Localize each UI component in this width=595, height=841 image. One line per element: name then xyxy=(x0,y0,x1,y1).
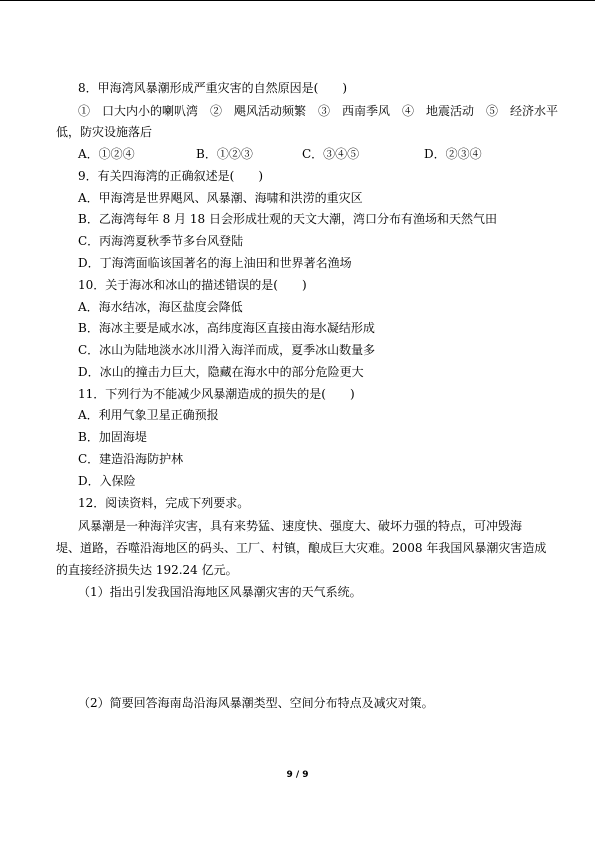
q11-option-d: D．入保险 xyxy=(78,474,136,488)
q8-stem: 8．甲海湾风暴潮形成严重灾害的自然原因是( ) xyxy=(78,81,347,95)
q8-items-line2: 低，防灾设施落后 xyxy=(56,125,153,139)
q11-option-b: B．加固海堤 xyxy=(78,430,147,444)
top-rule xyxy=(0,0,595,1)
q9-option-c: C．丙海湾夏秋季节多台风登陆 xyxy=(78,234,244,248)
q9-stem: 9．有关四海湾的正确叙述是( ) xyxy=(78,169,263,183)
q12-material-line1: 风暴潮是一种海洋灾害，具有来势猛、速度快、强度大、破坏力强的特点，可冲毁海 xyxy=(78,519,523,533)
q10-stem: 10．关于海冰和冰山的描述错误的是( ) xyxy=(78,278,307,292)
q8-option-b: B．①②③ xyxy=(196,147,253,161)
q9-option-b: B．乙海湾每年 8 月 18 日会形成壮观的天文大潮，湾口分布有渔场和天然气田 xyxy=(78,212,497,226)
q8-option-a: A．①②④ xyxy=(78,147,135,161)
q12-stem: 12．阅读资料，完成下列要求。 xyxy=(78,496,250,510)
q10-option-c: C．冰山为陆地淡水冰川滑入海洋而成，夏季冰山数量多 xyxy=(78,343,376,357)
q10-option-b: B．海冰主要是咸水冰，高纬度海区直接由海水凝结形成 xyxy=(78,321,375,335)
q10-option-a: A．海水结冰，海区盐度会降低 xyxy=(78,300,243,314)
q10-option-d: D．冰山的撞击力巨大，隐藏在海水中的部分危险更大 xyxy=(78,365,364,379)
q11-option-c: C．建造沿海防护林 xyxy=(78,452,184,466)
q9-option-a: A．甲海湾是世界飓风、风暴潮、海啸和洪涝的重灾区 xyxy=(78,191,363,205)
q11-stem: 11．下列行为不能减少风暴潮造成的损失的是( ) xyxy=(78,387,355,401)
q8-option-d: D．②③④ xyxy=(424,147,482,161)
q11-option-a: A．利用气象卫星正确预报 xyxy=(78,408,219,422)
q12-material-line2: 堤、道路，吞噬沿海地区的码头、工厂、村镇，酿成巨大灾难。2008 年我国风暴潮灾害造成 xyxy=(56,541,547,555)
q9-option-d: D．丁海湾面临该国著名的海上油田和世界著名渔场 xyxy=(78,256,352,270)
q12-sub1: （1）指出引发我国沿海地区风暴潮灾害的天气系统。 xyxy=(78,585,362,599)
page-number: 9 / 9 xyxy=(286,770,309,780)
q12-material-line3: 的直接经济损失达 192.24 亿元。 xyxy=(56,563,238,577)
q8-option-c: C．③④⑤ xyxy=(302,147,360,161)
q12-sub2: （2）简要回答海南岛沿海风暴潮类型、空间分布特点及减灾对策。 xyxy=(78,696,434,710)
q8-items-line1: ① 口大内小的喇叭湾 ② 飓风活动频繁 ③ 西南季风 ④ 地震活动 ⑤ 经济水平 xyxy=(78,104,559,118)
